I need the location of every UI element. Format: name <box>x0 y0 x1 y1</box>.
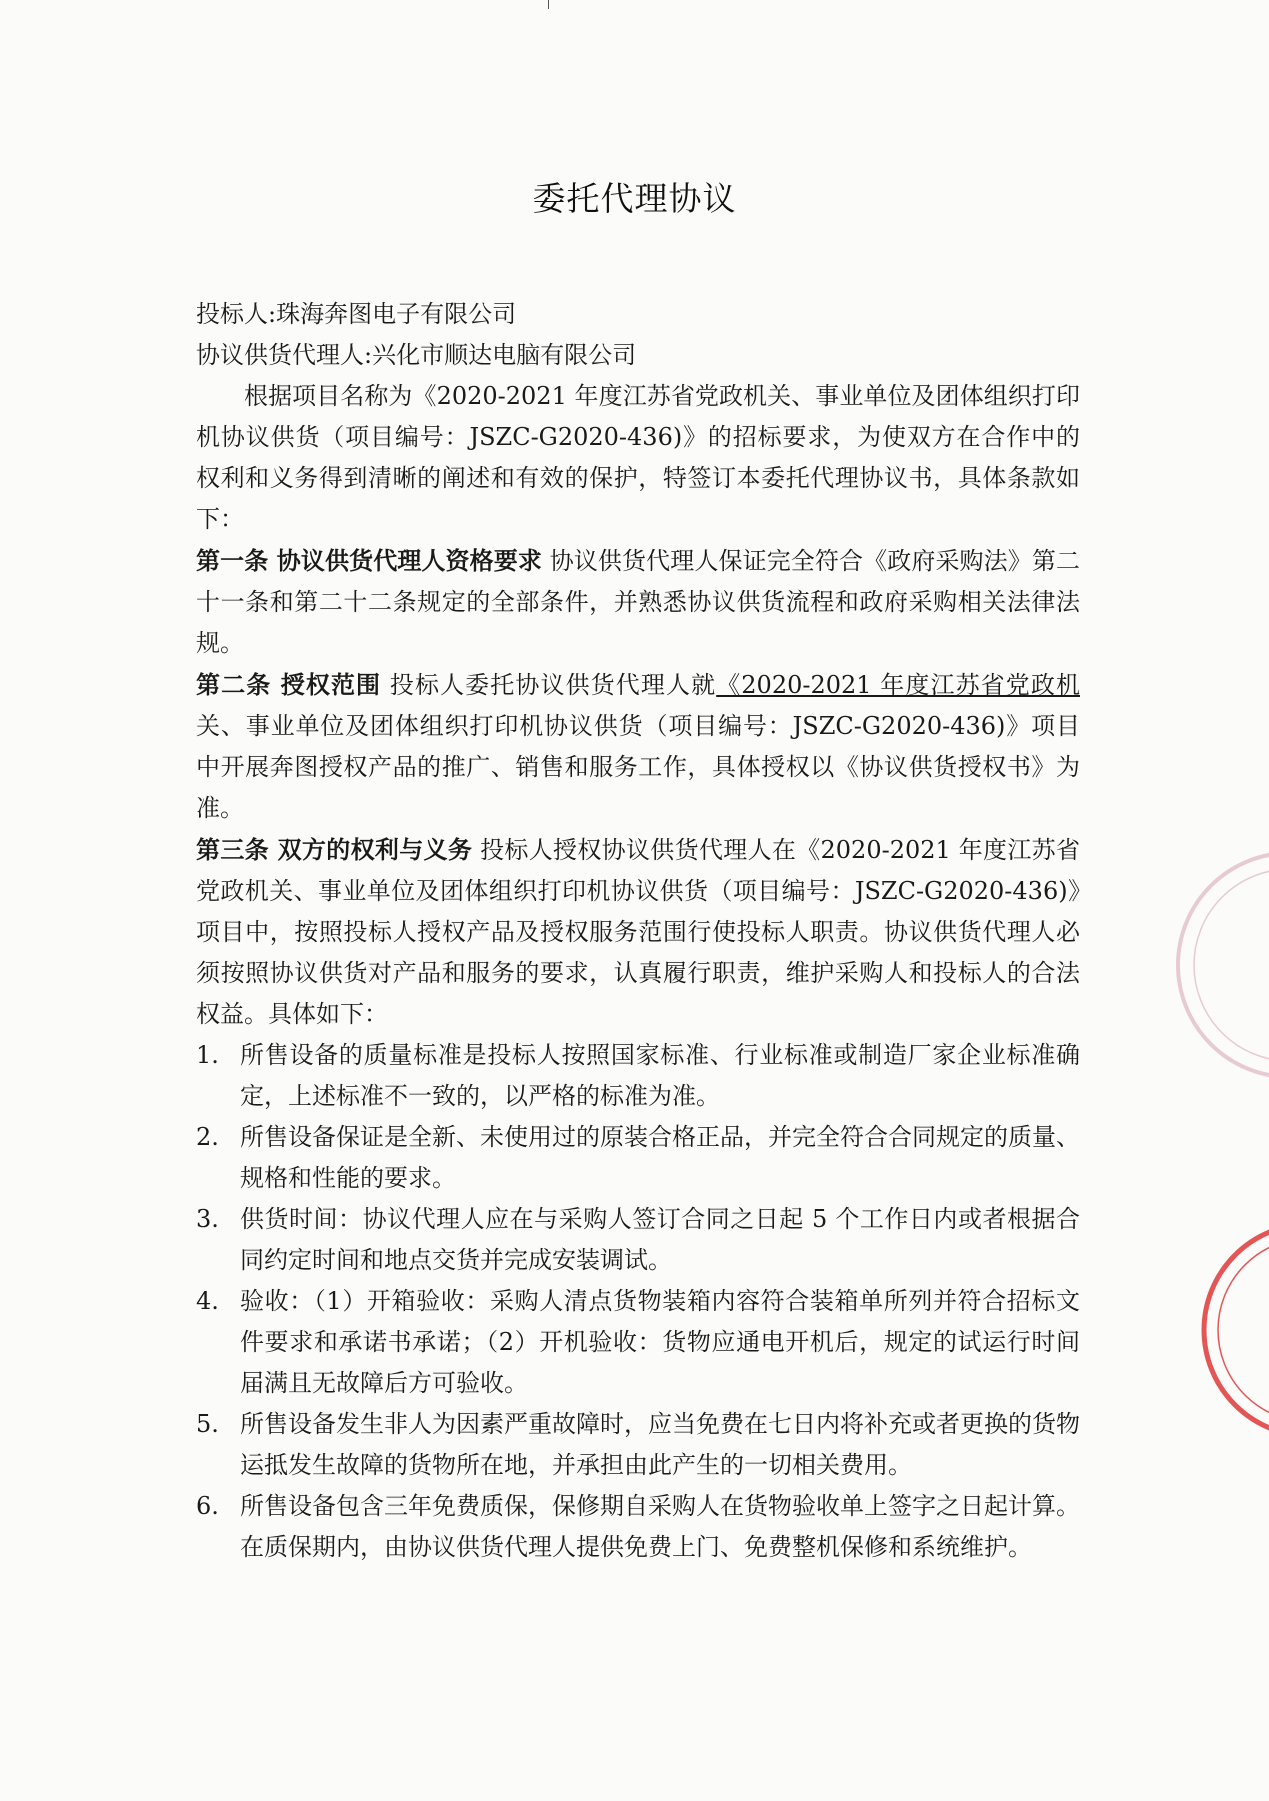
clause-text: 供货时间：协议代理人应在与采购人签订合同之日起 5 个工作日内或者根据合同约定时间和地点交货并完成安装调试。 <box>240 1205 1080 1274</box>
article-3-text: 投标人授权协议供货代理人在《2020-2021 年度江苏省党政机关、事业单位及团体组织打印机协议供货（项目编号：JSZC-G2020-436)》项目中，按照投标人授权产品及授权服务范围行使投标人职责。协议供货代理人必须按照协议供货对产品和服务的要求，认真履行职责，维护采购人和投标人的合法权益。具体如下： <box>196 836 1080 1028</box>
clause-text: 所售设备包含三年免费质保，保修期自采购人在货物验收单上签字之日起计算。在质保期内，由协议供货代理人提供免费上门、免费整机保修和系统维护。 <box>240 1492 1080 1561</box>
clause-item <box>196 1404 1080 1486</box>
intro-paragraph: 根据项目名称为《2020-2021 年度江苏省党政机关、事业单位及团体组织打印机协议供货（项目编号：JSZC-G2020-436)》的招标要求，为使双方在合作中的权利和义务得到清晰的阐述和有效的保护，特签订本委托代理协议书，具体条款如下： <box>196 382 1080 533</box>
agent-line: 协议供货代理人:兴化市顺达电脑有限公司 <box>196 341 637 369</box>
clause-item <box>196 1117 1080 1199</box>
clause-number: 1. <box>196 1041 219 1069</box>
scan-mark <box>548 0 549 9</box>
article-3 <box>196 829 1080 1035</box>
article-1 <box>196 540 1080 664</box>
article-2-underlined-text: 《2020-2021 年度江苏省党政机 <box>716 671 1080 699</box>
clause-text: 验收：（1）开箱验收：采购人清点货物装箱内容符合装箱单所列并符合招标文件要求和承诺书承诺；（2）开机验收：货物应通电开机后，规定的试运行时间届满且无故障后方可验收。 <box>240 1287 1080 1397</box>
article-1-heading: 第一条 协议供货代理人资格要求 <box>196 546 542 575</box>
clause-number: 4. <box>196 1287 219 1315</box>
agent-company-seal-icon <box>1160 840 1269 1090</box>
clause-item <box>196 1035 1080 1117</box>
article-2-text-continued: 关、事业单位及团体组织打印机协议供货（项目编号：JSZC-G2020-436)》项目中开展奔图授权产品的推广、销售和服务工作，具体授权以《协议供货授权书》为准。 <box>196 712 1080 822</box>
clause-text: 所售设备保证是全新、未使用过的原装合格正品，并完全符合合同规定的质量、规格和性能的要求。 <box>240 1123 1080 1192</box>
clause-text: 所售设备发生非人为因素严重故障时，应当免费在七日内将补充或者更换的货物运抵发生故障的货物所在地，并承担由此产生的一切相关费用。 <box>240 1410 1080 1479</box>
article-3-heading: 第三条 双方的权利与义务 <box>196 835 473 864</box>
clause-number: 3. <box>196 1205 219 1233</box>
article-2-text: 投标人委托协议供货代理人就 <box>381 671 717 699</box>
clause-number: 5. <box>196 1410 219 1438</box>
document-title: 委托代理协议 <box>532 179 737 218</box>
clause-text: 所售设备的质量标准是投标人按照国家标准、行业标准或制造厂家企业标准确定，上述标准不一致的，以严格的标准为准。 <box>240 1041 1080 1110</box>
clause-item <box>196 1486 1080 1568</box>
clause-item <box>196 1281 1080 1404</box>
bidder-line: 投标人:珠海奔图电子有限公司 <box>196 300 517 328</box>
clause-item <box>196 1199 1080 1281</box>
article-2 <box>196 664 1080 829</box>
clause-number: 2. <box>196 1123 219 1151</box>
article-1-text: 协议供货代理人保证完全符合《政府采购法》第二十一条和第二十二条规定的全部条件，并熟悉协议供货流程和政府采购相关法律法规。 <box>196 547 1080 657</box>
bidder-company-seal-icon <box>1195 1215 1269 1445</box>
article-2-heading: 第二条 授权范围 <box>196 670 382 699</box>
document-body <box>196 294 1080 1568</box>
clause-number: 6. <box>196 1492 219 1520</box>
